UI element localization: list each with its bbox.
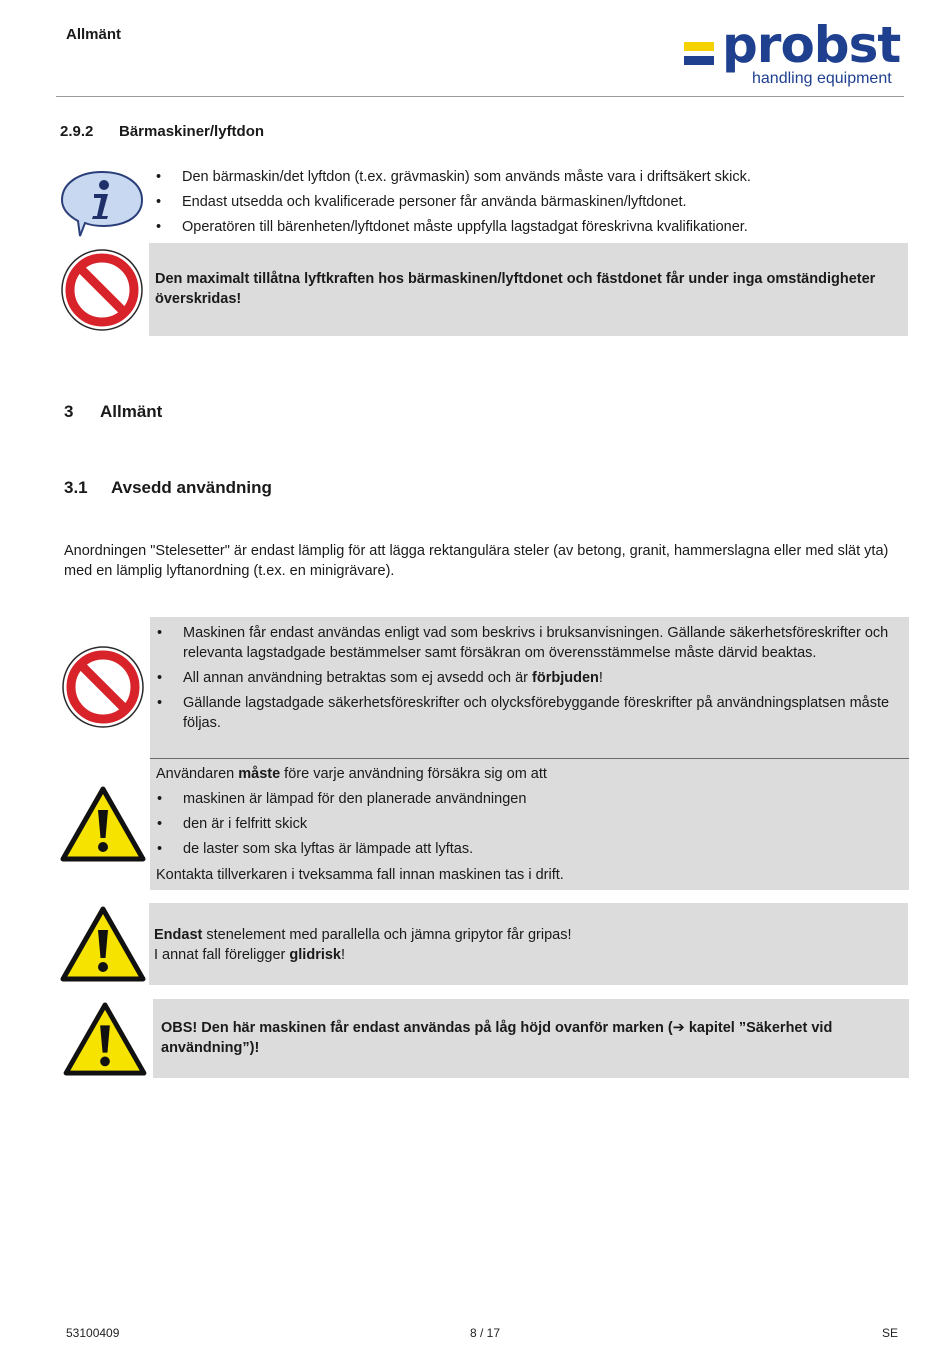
prohibition-text-292: Den maximalt tillåtna lyftkraften hos bärmaskinen/lyftdonet och fästdonet får under inga omständigheter överskridas! xyxy=(155,271,876,307)
section-3-number: 3 xyxy=(64,402,74,421)
warning-box-1 xyxy=(150,759,909,890)
section-3-title: Allmänt xyxy=(100,402,163,421)
prohibition-icon xyxy=(61,645,145,729)
section-292-title: Bärmaskiner/lyftdon xyxy=(119,123,265,140)
prohibition-box-31 xyxy=(150,617,909,758)
warning-1-intro: Användaren måste före varje användning försäkra sig om att xyxy=(156,766,547,782)
prohibition-box-292 xyxy=(149,243,908,336)
warning-triangle-icon xyxy=(60,906,146,982)
logo-subtitle: handling equipment xyxy=(752,70,892,87)
logo-blue-bar xyxy=(684,56,714,65)
warning-3-text: OBS! Den här maskinen får endast användas på låg höjd ovanför marken (➔ kapitel ”Säkerhet vid användning”)! xyxy=(161,1020,833,1056)
warning-triangle-icon xyxy=(63,1002,147,1076)
warning-box-2 xyxy=(149,903,908,985)
probst-logo xyxy=(682,16,901,92)
list-item: • Maskinen får endast användas enligt vad som beskrivs i bruksanvisningen. Gällande säkerhetsföreskrifter och relevanta lagstadgade bestämmelser samt försäkran om överensstämmelse måste därvid beaktas. xyxy=(153,623,901,663)
list-item: • maskinen är lämpad för den planerade användningen xyxy=(153,789,901,809)
warning-2-line-2: I annat fall föreligger glidrisk! xyxy=(154,947,346,963)
logo-yellow-bar xyxy=(684,42,714,51)
warning-1-closing: Kontakta tillverkaren i tveksamma fall innan maskinen tas i drift. xyxy=(156,867,564,883)
list-item: • All annan användning betraktas som ej avsedd och är förbjuden! xyxy=(153,668,901,688)
arrow-right-icon: ➔ xyxy=(672,1020,685,1036)
section-31-title: Avsedd användning xyxy=(111,478,272,497)
info-icon xyxy=(58,168,146,240)
section-31-intro: Anordningen "Stelesetter" är endast lämplig för att lägga rektangulära steler (av betong, granit, hammerslagna eller med slät yta) med en lämplig lyftanordning (t.ex. en minigrävare). xyxy=(64,543,889,579)
list-item: • Endast utsedda och kvalificerade personer får använda bärmaskinen/lyftdonet. xyxy=(152,192,912,212)
list-item: • Operatören till bärenheten/lyftdonet måste uppfylla lagstadgat föreskrivna kvalifikationer. xyxy=(152,217,912,237)
list-item: • de laster som ska lyftas är lämpade att lyftas. xyxy=(153,839,901,859)
header-divider xyxy=(56,96,904,97)
footer-language: SE xyxy=(882,1326,899,1340)
list-item: • Den bärmaskin/det lyftdon (t.ex. grävmaskin) som används måste vara i driftsäkert skick. xyxy=(152,167,912,187)
warning-triangle-icon xyxy=(60,786,146,862)
warning-box-3 xyxy=(153,999,909,1078)
header-section-title: Allmänt xyxy=(66,26,122,43)
section-292-number: 2.9.2 xyxy=(60,123,94,140)
section-292-bullets xyxy=(152,167,912,242)
footer-page-number: 8 / 17 xyxy=(470,1326,501,1340)
section-31-number: 3.1 xyxy=(64,478,88,497)
logo-wordmark: probst xyxy=(722,16,901,74)
prohibition-icon xyxy=(60,248,144,332)
list-item: • Gällande lagstadgade säkerhetsföreskrifter och olycksförebyggande föreskrifter på användningsplatsen måste följas. xyxy=(153,693,901,733)
footer-doc-number: 53100409 xyxy=(66,1326,120,1340)
list-item: • den är i felfritt skick xyxy=(153,814,901,834)
warning-2-line-1: Endast stenelement med parallella och jämna gripytor får gripas! xyxy=(154,927,572,943)
